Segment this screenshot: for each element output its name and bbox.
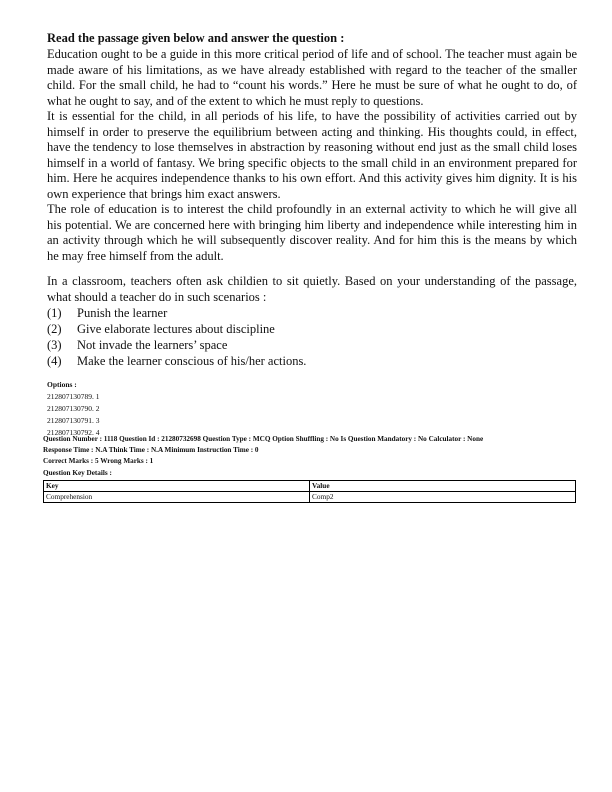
meta-question-info: Question Number : 1118 Question Id : 21280732698 Question Type : MCQ Option Shuffling : No Is Question Mandatory : No Calculator : None — [43, 435, 484, 443]
passage-paragraph-3: The role of education is to interest the child profoundly in an external activity to which he will give all his potential. We are concerned here with bringing him liberty and independence while interesting him in an activity through which he will subsequently discover reality. And for him this is the means by which he may free himself from the adult. — [47, 202, 577, 263]
table-cell-key: Comprehension — [44, 491, 310, 502]
table-header-row — [44, 480, 576, 491]
option-id-item: 212807130791. 3 — [47, 416, 100, 425]
table-header-key: Key — [44, 480, 310, 491]
choice-item — [47, 305, 577, 321]
option-id-item: 212807130790. 2 — [47, 404, 100, 413]
choice-text: Give elaborate lectures about discipline — [77, 322, 275, 336]
choice-number: (2) — [47, 322, 62, 336]
question-metadata — [43, 434, 578, 503]
choice-text: Not invade the learners’ space — [77, 338, 228, 352]
choice-text: Make the learner conscious of his/her actions. — [77, 354, 307, 368]
key-value-table — [43, 480, 576, 503]
table-cell-value: Comp2 — [310, 491, 576, 502]
choice-list — [47, 305, 577, 369]
choice-text: Punish the learner — [77, 306, 168, 320]
question-text: In a classroom, teachers often ask childien to sit quietly. Based on your understanding of the passage, what should a teacher do in such scenarios : — [47, 274, 577, 304]
passage-paragraph-1: Education ought to be a guide in this more critical period of life and of school. The teacher must again be made aware of his limitations, as we have already established with regard to the teacher of the smaller child. For the small child, he had to “count his words.” Here he must be sure of what he ought to do, of what he ought to say, and of the extent to which he must reply to questions. — [47, 47, 577, 108]
choice-number: (3) — [47, 338, 62, 352]
passage-heading: Read the passage given below and answer the question : — [47, 31, 345, 45]
table-row — [44, 491, 576, 502]
choice-item — [47, 321, 577, 337]
question-content — [47, 30, 577, 439]
table-header-value: Value — [310, 480, 576, 491]
choice-number: (4) — [47, 354, 62, 368]
option-id-item: 212807130789. 1 — [47, 392, 100, 401]
meta-key-details-label: Question Key Details : — [43, 468, 112, 477]
options-label: Options : — [47, 380, 77, 389]
choice-number: (1) — [47, 306, 62, 320]
option-ids — [47, 379, 577, 439]
meta-response-time: Response Time : N.A Think Time : N.A Minimum Instruction Time : 0 — [43, 446, 259, 455]
choice-item — [47, 337, 577, 353]
option-id-item: 212807130792. 4 — [47, 428, 100, 437]
passage-paragraph-2: It is essential for the child, in all periods of his life, to have the possibility of activities carried out by himself in order to preserve the equilibrium between acting and thinking. His thoughts could, in effect, have the tendency to lose themselves in abstraction by reasoning without end just as the small child loses himself in a world of fantasy. We bring specific objects to the small child in an environment prepared for him. Here he acquires independence thanks to his own effort. And this activity gives him dignity. It is his own experience that brings him exact answers. — [47, 109, 577, 201]
choice-item — [47, 353, 577, 369]
meta-marks: Correct Marks : 5 Wrong Marks : 1 — [43, 457, 154, 466]
